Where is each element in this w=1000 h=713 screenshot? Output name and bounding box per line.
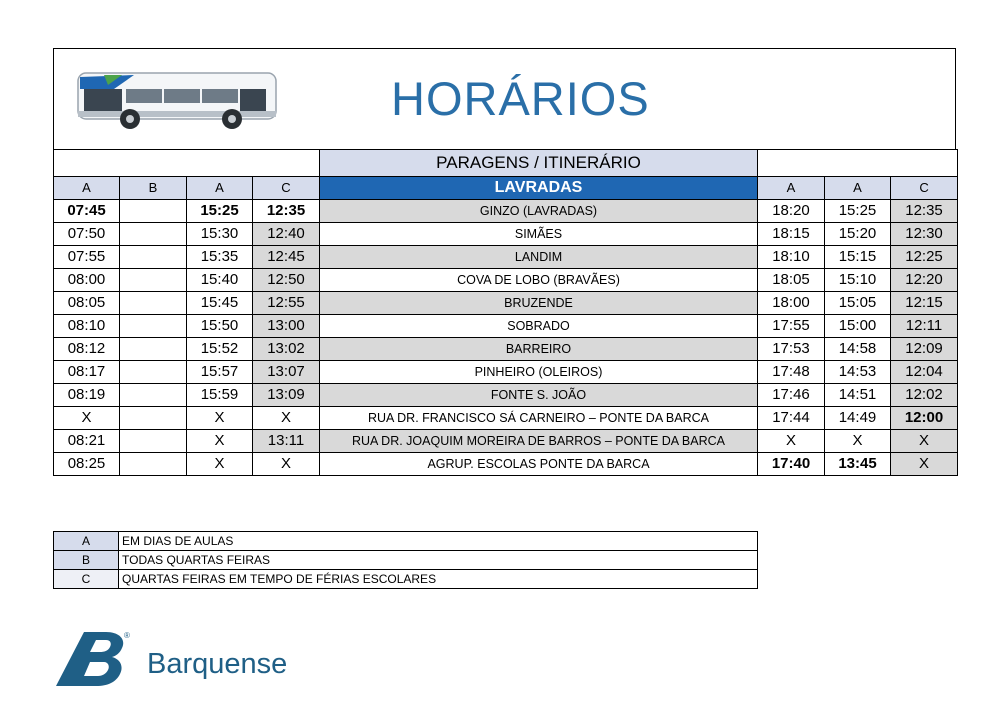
- registered-mark: ®: [124, 631, 130, 640]
- col-header: A: [54, 177, 120, 200]
- time-cell: 12:04: [891, 361, 958, 384]
- column-header-row: [54, 177, 958, 200]
- time-cell: [120, 223, 187, 246]
- time-cell: 08:10: [54, 315, 120, 338]
- time-cell: 15:52: [187, 338, 253, 361]
- time-cell: 15:30: [187, 223, 253, 246]
- table-row: [54, 407, 958, 430]
- barquense-logo-icon: [54, 628, 134, 688]
- time-cell: 14:51: [825, 384, 891, 407]
- time-cell: 08:12: [54, 338, 120, 361]
- time-cell: X: [187, 453, 253, 476]
- time-cell: 15:00: [825, 315, 891, 338]
- time-cell: X: [891, 453, 958, 476]
- time-cell: 15:59: [187, 384, 253, 407]
- time-cell: 13:11: [253, 430, 320, 453]
- time-cell: 13:00: [253, 315, 320, 338]
- time-cell: 12:20: [891, 269, 958, 292]
- itinerary-band: [54, 150, 958, 177]
- table-row: [54, 315, 958, 338]
- time-cell: X: [758, 430, 825, 453]
- time-cell: 12:09: [891, 338, 958, 361]
- time-cell: 07:45: [54, 200, 120, 223]
- time-cell: [120, 200, 187, 223]
- bus-icon: [74, 67, 284, 131]
- time-cell: 14:53: [825, 361, 891, 384]
- legend-table: [53, 531, 758, 589]
- time-cell: 18:05: [758, 269, 825, 292]
- stop-name: BRUZENDE: [320, 292, 758, 315]
- col-header: A: [758, 177, 825, 200]
- stop-name: COVA DE LOBO (BRAVÃES): [320, 269, 758, 292]
- time-cell: X: [187, 407, 253, 430]
- route-name: LAVRADAS: [320, 177, 758, 200]
- table-row: [54, 200, 958, 223]
- stop-name: AGRUP. ESCOLAS PONTE DA BARCA: [320, 453, 758, 476]
- legend: [53, 531, 758, 589]
- time-cell: [120, 407, 187, 430]
- stop-name: LANDIM: [320, 246, 758, 269]
- stop-name: FONTE S. JOÃO: [320, 384, 758, 407]
- time-cell: 17:53: [758, 338, 825, 361]
- stop-name: BARREIRO: [320, 338, 758, 361]
- time-cell: X: [891, 430, 958, 453]
- time-cell: [120, 269, 187, 292]
- time-cell: 08:25: [54, 453, 120, 476]
- time-cell: 12:02: [891, 384, 958, 407]
- brand-logo: [54, 628, 304, 688]
- time-cell: [120, 338, 187, 361]
- time-cell: [120, 361, 187, 384]
- time-cell: 15:10: [825, 269, 891, 292]
- time-cell: [120, 384, 187, 407]
- stop-name: PINHEIRO (OLEIROS): [320, 361, 758, 384]
- legend-text: EM DIAS DE AULAS: [119, 532, 758, 551]
- time-cell: 12:00: [891, 407, 958, 430]
- legend-key: B: [54, 551, 119, 570]
- time-cell: 15:25: [187, 200, 253, 223]
- time-cell: 07:55: [54, 246, 120, 269]
- time-cell: 18:15: [758, 223, 825, 246]
- time-cell: 17:44: [758, 407, 825, 430]
- time-cell: [120, 315, 187, 338]
- time-cell: [120, 292, 187, 315]
- page-title: HORÁRIOS: [391, 72, 650, 125]
- table-row: [54, 246, 958, 269]
- timetable-header: [53, 48, 956, 149]
- time-cell: X: [253, 453, 320, 476]
- time-cell: 18:00: [758, 292, 825, 315]
- time-cell: 08:19: [54, 384, 120, 407]
- time-cell: 15:05: [825, 292, 891, 315]
- schedule-table: [53, 149, 958, 476]
- time-cell: 18:10: [758, 246, 825, 269]
- legend-key: C: [54, 570, 119, 589]
- time-cell: 14:58: [825, 338, 891, 361]
- time-cell: 18:20: [758, 200, 825, 223]
- time-cell: 12:40: [253, 223, 320, 246]
- table-row: [54, 338, 958, 361]
- time-cell: 15:57: [187, 361, 253, 384]
- legend-row: [54, 570, 758, 589]
- table-row: [54, 292, 958, 315]
- time-cell: 12:35: [253, 200, 320, 223]
- stop-name: SIMÃES: [320, 223, 758, 246]
- time-cell: 07:50: [54, 223, 120, 246]
- table-row: [54, 384, 958, 407]
- time-cell: 12:30: [891, 223, 958, 246]
- time-cell: 15:35: [187, 246, 253, 269]
- time-cell: 08:21: [54, 430, 120, 453]
- col-header: A: [825, 177, 891, 200]
- col-header: C: [891, 177, 958, 200]
- stop-name: GINZO (LAVRADAS): [320, 200, 758, 223]
- time-cell: 13:09: [253, 384, 320, 407]
- time-cell: 17:48: [758, 361, 825, 384]
- table-row: [54, 453, 958, 476]
- legend-row: [54, 551, 758, 570]
- timetable: [53, 48, 956, 476]
- time-cell: X: [825, 430, 891, 453]
- table-row: [54, 269, 958, 292]
- time-cell: 15:50: [187, 315, 253, 338]
- time-cell: 13:07: [253, 361, 320, 384]
- band-right-blank: [758, 150, 958, 177]
- time-cell: 15:45: [187, 292, 253, 315]
- time-cell: 13:02: [253, 338, 320, 361]
- time-cell: 13:45: [825, 453, 891, 476]
- stop-name: RUA DR. FRANCISCO SÁ CARNEIRO – PONTE DA BARCA: [320, 407, 758, 430]
- legend-key: A: [54, 532, 119, 551]
- legend-row: [54, 532, 758, 551]
- time-cell: [120, 430, 187, 453]
- time-cell: 12:11: [891, 315, 958, 338]
- time-cell: X: [54, 407, 120, 430]
- brand-name: Barquense: [147, 648, 288, 680]
- time-cell: 08:00: [54, 269, 120, 292]
- time-cell: 15:25: [825, 200, 891, 223]
- time-cell: 12:15: [891, 292, 958, 315]
- time-cell: [120, 453, 187, 476]
- time-cell: 14:49: [825, 407, 891, 430]
- time-cell: 12:55: [253, 292, 320, 315]
- table-row: [54, 361, 958, 384]
- table-row: [54, 223, 958, 246]
- col-header: C: [253, 177, 320, 200]
- time-cell: 12:35: [891, 200, 958, 223]
- time-cell: X: [187, 430, 253, 453]
- legend-text: QUARTAS FEIRAS EM TEMPO DE FÉRIAS ESCOLARES: [119, 570, 758, 589]
- time-cell: 15:40: [187, 269, 253, 292]
- band-left-blank: [54, 150, 320, 177]
- time-cell: 17:46: [758, 384, 825, 407]
- time-cell: X: [253, 407, 320, 430]
- time-cell: 12:25: [891, 246, 958, 269]
- stop-name: SOBRADO: [320, 315, 758, 338]
- time-cell: [120, 246, 187, 269]
- legend-text: TODAS QUARTAS FEIRAS: [119, 551, 758, 570]
- time-cell: 12:50: [253, 269, 320, 292]
- time-cell: 12:45: [253, 246, 320, 269]
- time-cell: 17:55: [758, 315, 825, 338]
- col-header: A: [187, 177, 253, 200]
- table-row: [54, 430, 958, 453]
- time-cell: 08:05: [54, 292, 120, 315]
- time-cell: 17:40: [758, 453, 825, 476]
- time-cell: 15:20: [825, 223, 891, 246]
- time-cell: 08:17: [54, 361, 120, 384]
- col-header: B: [120, 177, 187, 200]
- time-cell: 15:15: [825, 246, 891, 269]
- itinerary-label: PARAGENS / ITINERÁRIO: [320, 150, 758, 177]
- stop-name: RUA DR. JOAQUIM MOREIRA DE BARROS – PONTE DA BARCA: [320, 430, 758, 453]
